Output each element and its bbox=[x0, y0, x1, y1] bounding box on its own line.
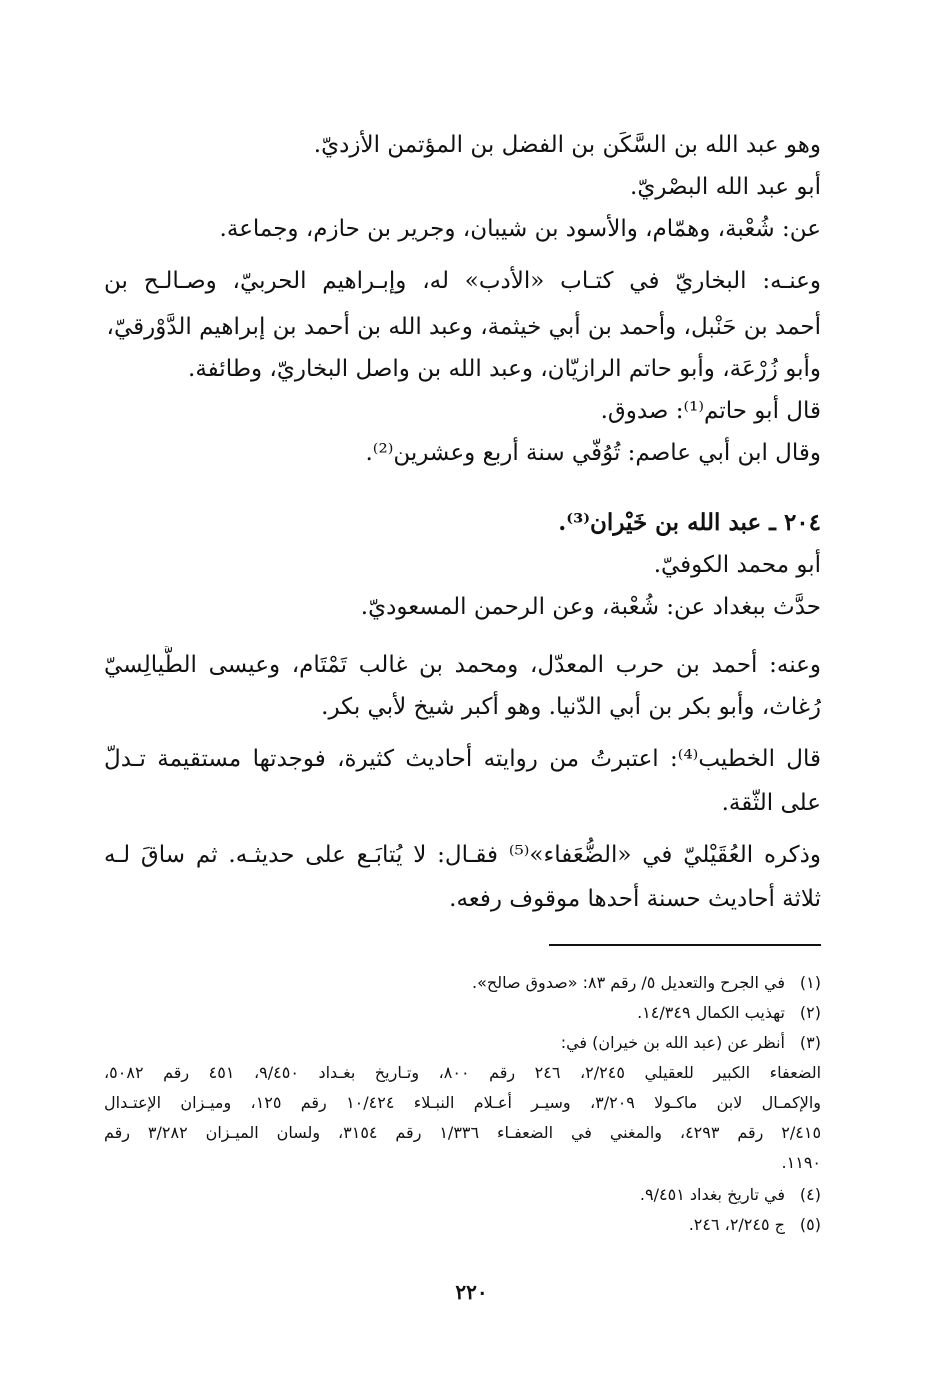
footnote-3 bbox=[104, 1028, 821, 1058]
footnote-number: (٤) bbox=[799, 1185, 821, 1204]
footnote-number: (٣) bbox=[799, 1033, 821, 1052]
body-line: وعنـه: البخاريّ في كتـاب «الأدب» له، وإبـراهيم الحربيّ، وصـالـح بن bbox=[104, 268, 821, 294]
body-line: عن: شُعْبة، وهمّام، والأسود بن شيبان، وجرير بن حازم، وجماعة. bbox=[219, 216, 821, 242]
body-line: أبو محمد الكوفيّ. bbox=[653, 552, 821, 578]
footnote-text: ج ٢/٢٤٥، ٢٤٦. bbox=[688, 1215, 785, 1234]
footnote-text: في الجرح والتعديل ٥/ رقم ٨٣: «صدوق صالح». bbox=[472, 973, 785, 992]
body-line: قال الخطيب⁽⁴⁾: اعتبرتُ من روايته أحاديث كثيرة، فوجدتها مستقيمة تـدلّ bbox=[104, 746, 821, 772]
body-line: حدَّث ببغداد عن: شُعْبة، وعن الرحمن المسعوديّ. bbox=[360, 594, 821, 620]
footnote-number: (٥) bbox=[799, 1215, 821, 1234]
footnote-3-line: الضعفاء الكبير للعقيلي ٢/٢٤٥، ٢٤٦ رقم ٨٠٠، وتـاريخ بغـداد ٩/٤٥٠، ٤٥١ رقم ٥٠٨٢، bbox=[104, 1063, 821, 1082]
page-number: ٢٢٠ bbox=[455, 1280, 488, 1304]
body-line: أحمد بن حَنْبل، وأحمد بن أبي خيثمة، وعبد الله بن أحمد بن إبراهيم الدَّوْرقيّ، bbox=[106, 314, 821, 340]
body-line: وهو عبد الله بن السَّكَن بن الفضل بن المؤتمن الأزديّ. bbox=[313, 132, 821, 158]
footnote-text: أنظر عن (عبد الله بن خيران) في: bbox=[560, 1033, 785, 1052]
footnote-5 bbox=[104, 1210, 821, 1240]
footnote-1 bbox=[104, 968, 821, 998]
body-line: رُغاث، وأبو بكر بن أبي الدّنيا. وهو أكبر شيخ لأبي بكر. bbox=[321, 694, 821, 720]
body-line: وأبو زُرْعَة، وأبو حاتم الرازيّان، وعبد الله بن واصل البخاريّ، وطائفة. bbox=[188, 356, 821, 382]
footnote-3-line: ١١٩٠. bbox=[781, 1153, 821, 1172]
footnote-text: في تاريخ بغداد ٩/٤٥١. bbox=[639, 1185, 785, 1204]
footnote-number: (٢) bbox=[799, 1003, 821, 1022]
footnote-text: تهذيب الكمال ١٤/٣٤٩. bbox=[637, 1003, 785, 1022]
body-line: وقال ابن أبي عاصم: تُوُفّي سنة أربع وعشرين⁽²⁾. bbox=[365, 440, 821, 466]
body-line: قال أبو حاتم⁽¹⁾: صدوق. bbox=[600, 398, 821, 424]
body-line: ثلاثة أحاديث حسنة أحدها موقوف رفعه. bbox=[449, 886, 821, 912]
body-line: وذكره العُقَيْليّ في «الضُّعَفاء»⁽⁵⁾ فقـال: لا يُتابَـع على حديثـه. ثم ساقَ لـه bbox=[104, 842, 821, 868]
footnote-number: (١) bbox=[799, 973, 821, 992]
body-line: وعنه: أحمد بن حرب المعدّل، ومحمد بن غالب تَمْتَام، وعيسى الطَّيالِسيّ bbox=[104, 652, 821, 678]
entry-heading: ٢٠٤ ـ عبد الله بن خَيْران⁽³⁾. bbox=[558, 509, 821, 536]
footnote-separator bbox=[549, 944, 821, 946]
body-line: على الثّقة. bbox=[721, 790, 821, 816]
body-line: أبو عبد الله البصْريّ. bbox=[630, 174, 821, 200]
footnote-4 bbox=[104, 1180, 821, 1210]
footnote-3-line: والإكمـال لابن ماكـولا ٣/٢٠٩، وسيـر أعـلام النبـلاء ١٠/٤٢٤ رقم ١٢٥، وميـزان الإعتـدال bbox=[104, 1093, 821, 1112]
footnote-3-line: ٢/٤١٥ رقم ٤٢٩٣، والمغني في الضعفـاء ١/٣٣٦ رقم ٣١٥٤، ولسان الميـزان ٣/٢٨٢ رقم bbox=[104, 1123, 821, 1142]
footnote-2 bbox=[104, 998, 821, 1028]
